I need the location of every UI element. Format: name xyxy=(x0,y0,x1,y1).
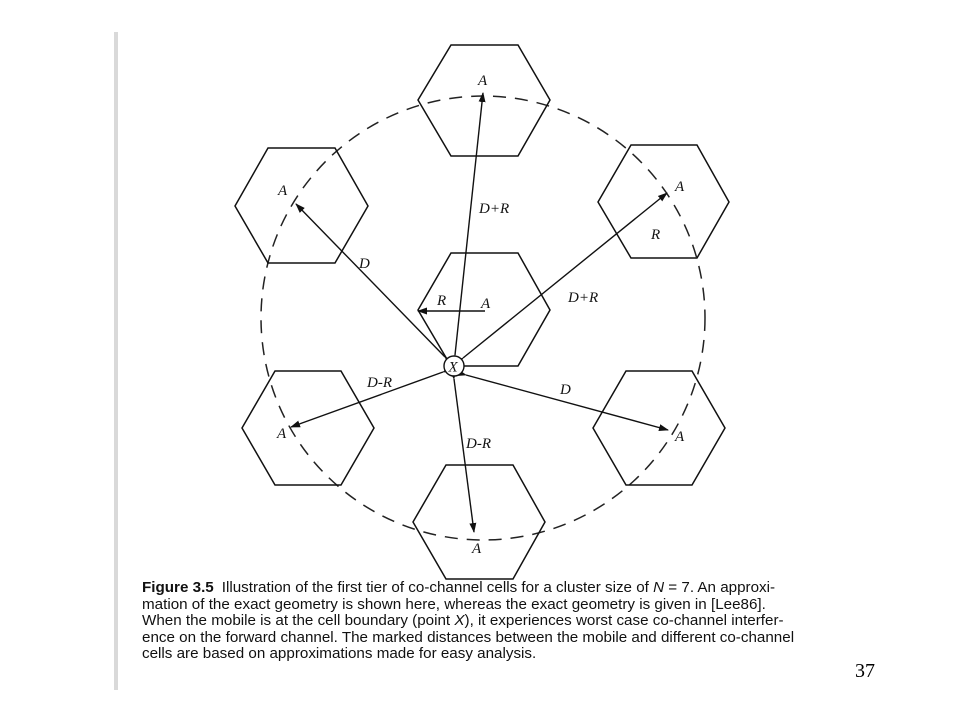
distance-label-lower-left: D-R xyxy=(367,375,392,391)
arrow-upper-right xyxy=(463,193,667,358)
radius-label-upper-right: R xyxy=(651,227,661,243)
radius-label-center: R xyxy=(437,293,447,309)
hex-cell-lower-left xyxy=(242,371,374,485)
hex-cell-upper-left xyxy=(235,148,368,263)
cell-label-lower-left: A xyxy=(277,426,287,442)
caption-line-4: ence on the forward channel. The marked distances between the mobile and different co-channel xyxy=(142,628,795,646)
arrow-upper-left xyxy=(296,204,445,357)
distance-label-lower-right: D xyxy=(560,382,571,398)
first-tier-circle xyxy=(261,96,705,540)
caption-line-5: cells are based on approximations made for easy analysis. xyxy=(142,645,537,662)
caption-line-2: mation of the exact geometry is shown here, whereas the exact geometry is given in [Lee86]. xyxy=(142,595,766,613)
caption-line-1 xyxy=(142,580,842,597)
caption-text-3b: ), it experiences worst case co-channel interfer- xyxy=(464,612,784,629)
distance-label-upper-left: D xyxy=(359,256,370,272)
page-number: 37 xyxy=(855,660,875,682)
figure-number: Figure 3.5 xyxy=(142,579,214,596)
hex-cell-upper-right xyxy=(598,145,729,258)
cell-label-center: A xyxy=(481,296,491,312)
caption-var-x: X xyxy=(454,612,465,629)
cell-label-lower-right: A xyxy=(675,429,685,445)
caption-text-1b: = 7. An approxi- xyxy=(664,579,776,596)
arrow-top xyxy=(455,93,483,355)
figure-caption xyxy=(142,580,842,663)
caption-text-3a: When the mobile is at the cell boundary (point xyxy=(142,612,455,629)
caption-text-1a: Illustration of the first tier of co-channel cells for a cluster size of xyxy=(221,579,654,596)
cell-label-top: A xyxy=(478,73,488,89)
distance-label-upper-right: D+R xyxy=(568,290,599,306)
hex-cell-bottom xyxy=(413,465,545,579)
cell-label-upper-right: A xyxy=(675,179,685,195)
caption-var-n: N xyxy=(653,579,665,596)
arrow-bottom xyxy=(454,379,474,532)
cell-label-upper-left: A xyxy=(278,183,288,199)
distance-label-top: D+R xyxy=(479,201,510,217)
caption-line-3 xyxy=(142,613,842,630)
distance-label-bottom: D-R xyxy=(466,436,491,452)
cell-label-bottom: A xyxy=(472,541,482,557)
point-x-label: X xyxy=(448,359,458,376)
